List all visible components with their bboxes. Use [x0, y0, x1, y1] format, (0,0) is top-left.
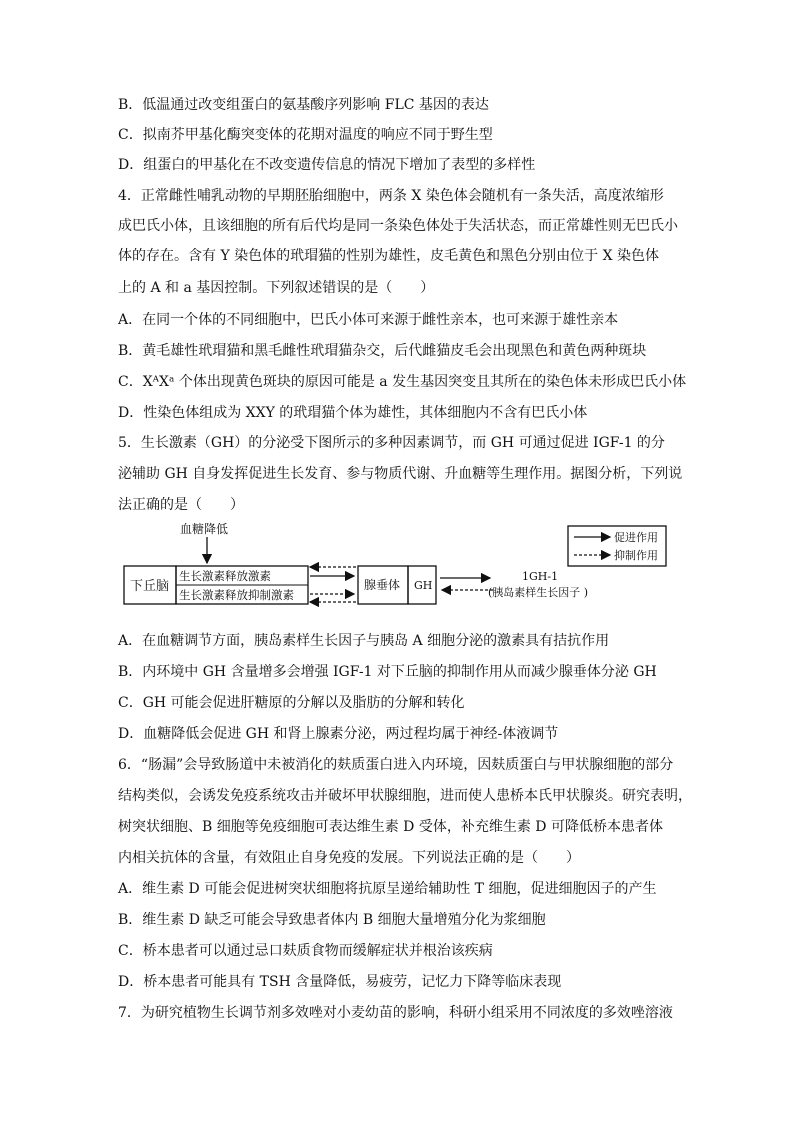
text-line: C．桥本患者可以通过忌口麸质食物而缓解症状并根治该疾病: [118, 943, 493, 959]
text-line: 结构类似，会诱发免疫系统攻击并破坏甲状腺细胞，进而使人患桥本氏甲状腺炎。研究表明，: [118, 788, 692, 804]
text-line: 成巴氏小体，且该细胞的所有后代均是同一条染色体处于失活状态，而正常雄性则无巴氏小: [118, 218, 678, 234]
text-line: 7．为研究植物生长调节剂多效唑对小麦幼苗的影响，科研小组采用不同浓度的多效唑溶液: [118, 1005, 673, 1021]
text-line: 树突状细胞、B 细胞等免疫细胞可表达维生素 D 受体，补充维生素 D 可降低桥本患者体: [118, 819, 663, 835]
text-line: 上的 A 和 a 基因控制。下列叙述错误的是（ ）: [118, 280, 435, 296]
text-line: 法正确的是（ ）: [118, 497, 244, 513]
text-line: C．XᴬXᵃ 个体出现黄色斑块的原因可能是 a 发生基因突变且其所在的染色体未形成巴氏小体: [118, 374, 687, 390]
text-line: A．在血糖调节方面，胰岛素样生长因子与胰岛 A 细胞分泌的激素具有拮抗作用: [118, 633, 610, 649]
text-line: B．低温通过改变组蛋白的氨基酸序列影响 FLC 基因的表达: [118, 97, 489, 113]
igf-desc-label: (胰岛素样生长因子 ): [488, 586, 589, 599]
text-line: 泌辅助 GH 自身发挥促进生长发育、参与物质代谢、升血糖等生理作用。据图分析，下列说: [118, 466, 683, 482]
text-line: 6．“肠漏”会导致肠道中未被消化的麸质蛋白进入内环境，因麸质蛋白与甲状腺细胞的部分: [118, 757, 674, 773]
text-line: B．维生素 D 缺乏可能会导致患者体内 B 细胞大量增殖分化为浆细胞: [118, 912, 546, 928]
text-line: B．内环境中 GH 含量增多会增强 IGF-1 对下丘脑的抑制作用从而减少腺垂体分泌 GH: [118, 664, 657, 680]
hypothalamus-label: 下丘脑: [130, 579, 170, 594]
text-line: 内相关抗体的含量，有效阻止自身免疫的发展。下列说法正确的是（ ）: [118, 850, 580, 866]
ghih-label: 生长激素释放抑制激素: [179, 588, 294, 602]
legend-inhibit-label: 抑制作用: [614, 549, 658, 562]
blood-sugar-low-label: 血糖降低: [180, 522, 229, 536]
gh-label: GH: [414, 579, 433, 592]
legend-promote-label: 促进作用: [614, 531, 658, 544]
text-line: D．血糖降低会促进 GH 和肾上腺素分泌，两过程均属于神经-体液调节: [118, 726, 559, 742]
igf-label: 1GH-1: [522, 570, 559, 583]
pituitary-label: 腺垂体: [364, 578, 401, 592]
text-line: D．组蛋白的甲基化在不改变遗传信息的情况下增加了表型的多样性: [118, 157, 536, 173]
text-line: 体的存在。含有 Y 染色体的玳瑁猫的性别为雄性，皮毛黄色和黑色分别由位于 X 染色体: [118, 248, 660, 264]
text-line: A．在同一个体的不同细胞中，巴氏小体可来源于雌性亲本，也可来源于雄性亲本: [118, 312, 619, 328]
gh-regulation-diagram: [118, 520, 678, 610]
text-line: 4．正常雌性哺乳动物的早期胚胎细胞中，两条 X 染色体会随机有一条失活，高度浓缩形: [118, 188, 664, 204]
text-line: D．性染色体组成为 XXY 的玳瑁猫个体为雄性，其体细胞内不含有巴氏小体: [118, 405, 588, 421]
text-line: C．拟南芥甲基化酶突变体的花期对温度的响应不同于野生型: [118, 127, 493, 143]
ghrh-label: 生长激素释放激素: [179, 569, 271, 583]
text-line: A．维生素 D 可能会促进树突状细胞将抗原呈递给辅助性 T 细胞，促进细胞因子的产生: [118, 881, 657, 897]
text-line: C．GH 可能会促进肝糖原的分解以及脂肪的分解和转化: [118, 695, 465, 711]
text-line: B．黄毛雄性玳瑁猫和黑毛雌性玳瑁猫杂交，后代雌猫皮毛会出现黑色和黄色两种斑块: [118, 343, 647, 359]
text-line: 5．生长激素（GH）的分泌受下图所示的多种因素调节，而 GH 可通过促进 IGF-1 的分: [118, 435, 665, 451]
text-line: D．桥本患者可能具有 TSH 含量降低，易疲劳，记忆力下降等临床表现: [118, 974, 562, 990]
